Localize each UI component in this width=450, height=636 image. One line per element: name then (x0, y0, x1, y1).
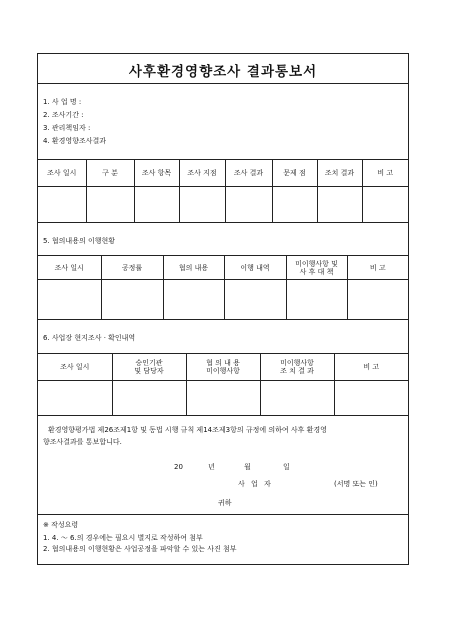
table-cell[interactable] (134, 187, 179, 223)
notice-line-1: 환경영향평가법 제26조제1항 및 동법 시행 규칙 제14조제3항의 규정에 의하여 사후 환경영 (48, 426, 327, 434)
table-header-cell: 조사 항목 (134, 160, 179, 187)
applicant-label: 사 업 자 (238, 480, 273, 488)
instruction-item: 1. 4. ～ 6.의 경우에는 필요시 별지로 작성하여 첨부 (43, 534, 203, 542)
table-header-cell: 문제 점 (272, 160, 317, 187)
survey-result-label: 4. 환경영향조사결과 (43, 137, 106, 145)
table-header-cell: 조사 일시 (38, 160, 86, 187)
table-cell[interactable] (224, 280, 286, 320)
table-cell[interactable] (179, 187, 225, 223)
business-name-field: 1. 사 업 명 : (43, 98, 82, 106)
sign-note: (서명 또는 인) (334, 480, 378, 488)
survey-result-table (38, 159, 408, 223)
table-cell[interactable] (38, 280, 101, 320)
table-header-cell: 협 의 내 용 미이행사항 (186, 354, 260, 381)
recipient-label: 귀하 (218, 499, 232, 507)
table-row (38, 187, 408, 223)
date-year-unit: 년 (208, 463, 215, 471)
notice-line-2: 향조사결과를 통보합니다. (43, 438, 122, 446)
table-cell[interactable] (362, 187, 408, 223)
agreement-status-table (38, 255, 408, 320)
table-header-cell: 비 고 (362, 160, 408, 187)
table-header-cell: 조사 일시 (38, 256, 101, 280)
table-header-row (38, 354, 408, 381)
table-header-cell: 이행 내역 (224, 256, 286, 280)
date-year: 20 (174, 463, 183, 471)
instruction-item: 2. 협의내용의 이행현황은 사업공정을 파악할 수 있는 사진 첨부 (43, 545, 237, 553)
table-cell[interactable] (186, 381, 260, 416)
table-header-row (38, 256, 408, 280)
instructions-divider (38, 514, 408, 515)
period-field: 2. 조사기간 : (43, 111, 84, 119)
table-header-cell: 조사 일시 (38, 354, 112, 381)
table-header-cell: 미이행사항 및 사 후 대 책 (286, 256, 347, 280)
table-cell[interactable] (112, 381, 186, 416)
table-cell[interactable] (86, 187, 134, 223)
title-divider (38, 83, 408, 84)
table-cell[interactable] (286, 280, 347, 320)
table-cell[interactable] (334, 381, 408, 416)
table-cell[interactable] (38, 381, 112, 416)
table-header-cell: 조사 결과 (225, 160, 272, 187)
form-title: 사후환경영향조사 결과통보서 (128, 64, 318, 80)
section6-title: 6. 사업장 현지조사 · 확인내역 (43, 334, 136, 342)
table-cell[interactable] (317, 187, 362, 223)
table-cell[interactable] (225, 187, 272, 223)
instructions-title: ※ 작성요령 (43, 521, 79, 529)
section5-title: 5. 협의내용의 이행현황 (43, 237, 115, 245)
date-day-unit: 일 (283, 463, 290, 471)
table-header-cell: 승인기관 및 담당자 (112, 354, 186, 381)
date-month-unit: 월 (244, 463, 251, 471)
table-row (38, 280, 408, 320)
table-cell[interactable] (38, 187, 86, 223)
table-header-cell: 비 고 (347, 256, 408, 280)
table-cell[interactable] (347, 280, 408, 320)
table-header-row (38, 160, 408, 187)
table-header-cell: 조치 결과 (317, 160, 362, 187)
manager-field: 3. 관리책임자 : (43, 124, 91, 132)
table-header-cell: 구 분 (86, 160, 134, 187)
table-cell[interactable] (163, 280, 224, 320)
report-form (37, 53, 409, 565)
table-header-cell: 공정률 (101, 256, 163, 280)
table-header-cell: 미이행사항 조 치 결 과 (260, 354, 334, 381)
table-cell[interactable] (272, 187, 317, 223)
site-inspection-table (38, 353, 408, 416)
table-header-cell: 비 고 (334, 354, 408, 381)
table-row (38, 381, 408, 416)
table-cell[interactable] (101, 280, 163, 320)
table-cell[interactable] (260, 381, 334, 416)
table-header-cell: 조사 지점 (179, 160, 225, 187)
table-header-cell: 협의 내용 (163, 256, 224, 280)
